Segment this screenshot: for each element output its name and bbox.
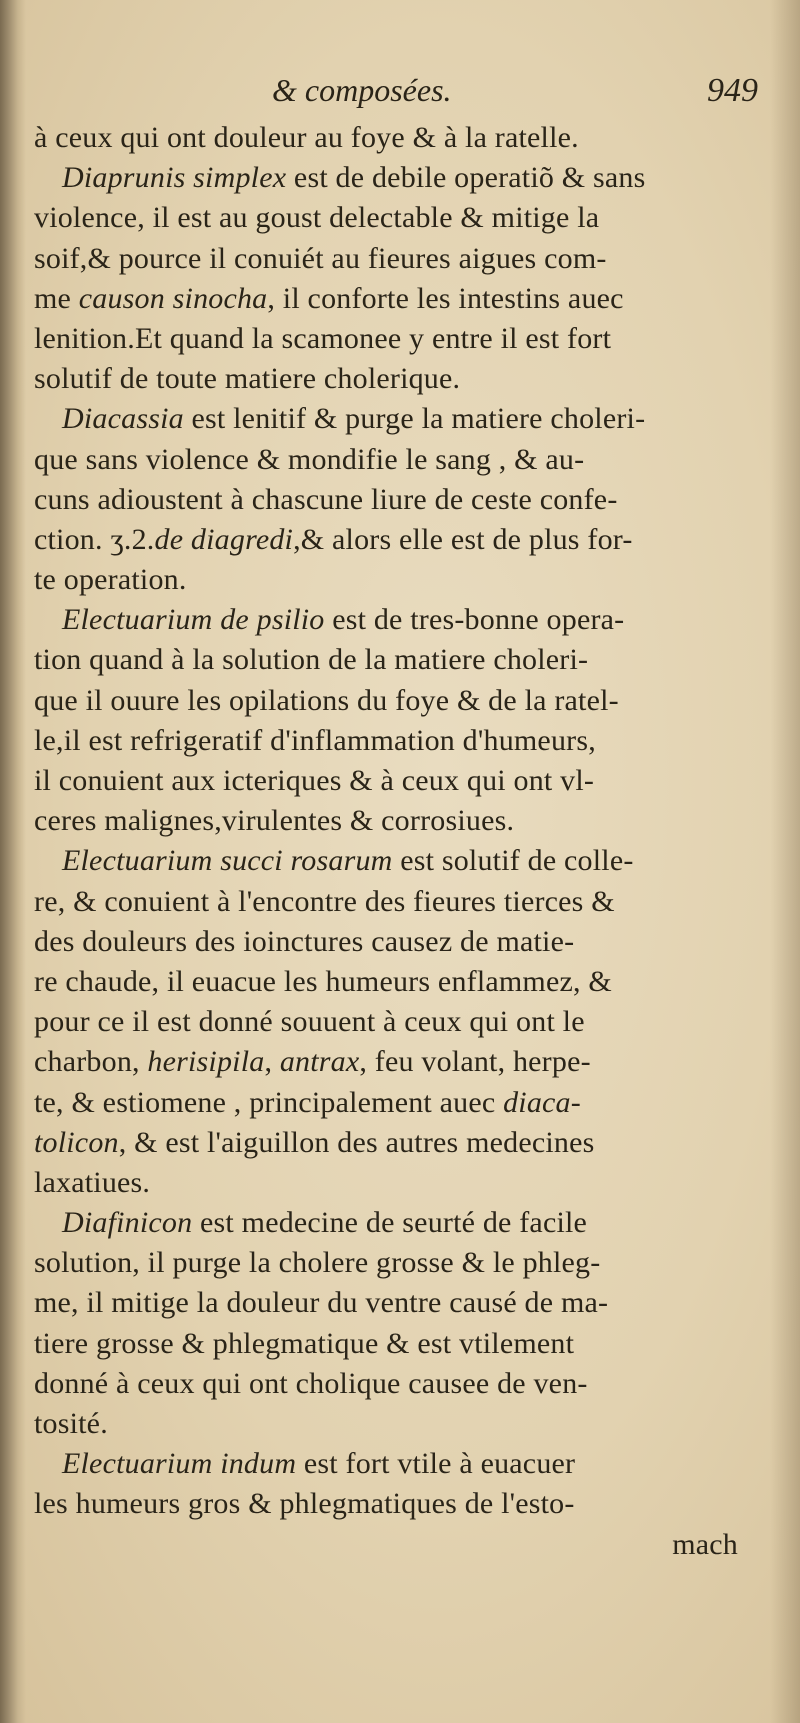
text-line (34, 721, 778, 761)
text-line (34, 480, 778, 520)
text-line (34, 962, 778, 1002)
text-span: est lenitif & purge la matiere choleri- (183, 402, 646, 436)
running-head-title: & composées. (272, 72, 452, 108)
italic-text: Diacassia (62, 402, 184, 436)
text-span: , il conforte les intestins auec (267, 281, 624, 315)
text-line (34, 1444, 778, 1484)
text-span: le,il est refrigeratif d'inflammation d'humeurs, (34, 723, 596, 757)
text-span: ceres malignes,virulentes & corrosiues. (34, 804, 515, 838)
text-span: ction. ʒ.2. (34, 522, 155, 556)
page-number: 949 (707, 72, 758, 109)
text-span: est fort vtile à euacuer (296, 1447, 576, 1481)
text-span: il conuient aux icteriques & à ceux qui ont vl- (34, 764, 595, 797)
italic-text: de diagredi (154, 522, 294, 556)
italic-text: Diaprunis simplex (62, 161, 287, 195)
binding-edge (0, 0, 26, 1723)
text-block (34, 72, 778, 1565)
text-line (34, 1364, 778, 1404)
italic-text: Electuarium indum (62, 1447, 297, 1481)
text-span: cuns adioustent à chascune liure de ceste confe- (34, 482, 618, 516)
text-line (34, 1123, 778, 1163)
text-line (34, 158, 778, 198)
text-line (34, 922, 778, 962)
text-span: que il ouure les opilations du foye & de la ratel- (34, 683, 619, 717)
text-span: me, il mitige la douleur du ventre causé de ma- (34, 1286, 609, 1320)
text-lines (34, 118, 778, 1525)
text-span: , & est l'aiguillon des autres medecines (118, 1125, 595, 1159)
text-span: violence, il est au goust delectable & mitige la (34, 201, 600, 235)
text-span: est medecine de seurté de facile (192, 1206, 588, 1240)
text-line (34, 118, 778, 158)
text-line (34, 560, 778, 600)
text-span: est solutif de colle- (392, 844, 634, 878)
text-line (34, 1324, 778, 1364)
text-span: , feu volant, herpe- (359, 1045, 591, 1079)
text-span: des douleurs des ioinctures causez de matie- (34, 924, 575, 958)
text-line (34, 1243, 778, 1283)
text-line (34, 841, 778, 881)
text-line (34, 440, 778, 480)
text-line (34, 239, 778, 279)
italic-text: causon sinocha (78, 281, 268, 315)
text-line (34, 198, 778, 238)
text-span: est de tres-bonne opera- (324, 603, 625, 637)
text-line (34, 681, 778, 721)
text-span: lenition.Et quand la scamonee y entre il est fort (34, 321, 612, 355)
text-span: soif,& pource il conuiét au fieures aigues com- (34, 241, 607, 275)
text-span: que sans violence & mondifie le sang , & au- (34, 442, 585, 476)
text-span: à ceux qui ont douleur au foye & à la ratelle. (34, 121, 579, 154)
text-line (34, 1203, 778, 1243)
italic-text: tolicon (34, 1125, 119, 1159)
text-line (34, 761, 778, 801)
text-line (34, 1042, 778, 1082)
text-span: solution, il purge la cholere grosse & le phleg- (34, 1246, 601, 1280)
text-span: pour ce il est donné souuent à ceux qui ont le (34, 1005, 585, 1039)
text-span: te, & estiomene , principalement auec (34, 1085, 504, 1119)
text-line (34, 1083, 778, 1123)
text-line (34, 319, 778, 359)
text-span: ,& alors elle est de plus for- (293, 522, 633, 556)
text-span: tion quand à la solution de la matiere choleri- (34, 643, 589, 677)
text-span: te operation. (34, 563, 187, 597)
text-span: est de debile operatiõ & sans (286, 161, 646, 195)
text-span: les humeurs gros & phlegmatiques de l'esto- (34, 1487, 575, 1521)
text-line (34, 801, 778, 841)
text-span: laxatiues. (34, 1165, 151, 1199)
text-line (34, 1002, 778, 1042)
text-span: donné à ceux qui ont cholique causee de ven- (34, 1366, 588, 1400)
text-line (34, 882, 778, 922)
italic-text: Diafinicon (62, 1206, 193, 1240)
text-span: tosité. (34, 1407, 108, 1440)
italic-text: diaca- (503, 1085, 581, 1119)
text-span: tiere grosse & phlegmatique & est vtilement (34, 1326, 575, 1360)
text-line (34, 640, 778, 680)
text-line (34, 1484, 778, 1524)
text-line (34, 1163, 778, 1203)
running-head (34, 72, 778, 116)
italic-text: herisipila (147, 1045, 265, 1079)
text-line (34, 600, 778, 640)
text-span: me (34, 281, 79, 315)
text-line (34, 279, 778, 319)
text-line (34, 399, 778, 439)
text-line (34, 359, 778, 399)
text-line (34, 1404, 778, 1444)
text-span: re chaude, il euacue les humeurs enflammez, & (34, 964, 612, 998)
catchword: mach (672, 1527, 738, 1561)
text-line (34, 1283, 778, 1323)
italic-text: antrax (279, 1045, 360, 1079)
text-line (34, 520, 778, 560)
text-span: , (264, 1045, 280, 1079)
text-span: solutif de toute matiere cholerique. (34, 362, 461, 396)
text-span: charbon, (34, 1045, 148, 1079)
italic-text: Electuarium succi rosarum (62, 844, 393, 878)
text-span: re, & conuient à l'encontre des fieures tierces & (34, 884, 615, 918)
italic-text: Electuarium de psilio (62, 603, 325, 637)
